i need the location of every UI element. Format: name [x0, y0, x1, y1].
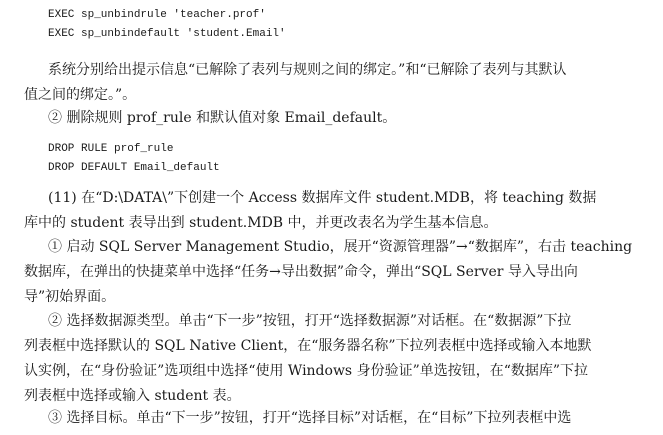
paragraph-unbind-result: [24, 58, 646, 108]
text-line: (11) 在“D:\DATA\”下创建一个 Access 数据库文件 student.MDB，将 teaching 数据: [48, 190, 597, 206]
text-line: ② 删除规则 prof_rule 和默认值对象 Email_default。: [48, 110, 397, 126]
code-block-drop: [48, 140, 220, 178]
paragraph-task-11: [24, 186, 646, 236]
code-block-unbind: [48, 6, 286, 44]
text-line: 列表框中选择或输入 student 表。: [24, 388, 241, 404]
text-line: ① 启动 SQL Server Management Studio，展开“资源管理器”→“数据库”，右击 teaching: [48, 239, 633, 255]
code-line: EXEC sp_unbindefault 'student.Email': [48, 28, 286, 40]
text-line: 系统分别给出提示信息“已解除了表列与规则之间的绑定。”和“已解除了表列与其默认: [48, 62, 567, 78]
code-line: DROP DEFAULT Email_default: [48, 162, 220, 174]
paragraph-step-drop: [24, 106, 646, 131]
paragraph-step-1: [24, 235, 646, 310]
text-line: 值之间的绑定。”。: [24, 87, 137, 103]
text-line: 库中的 student 表导出到 student.MDB 中，并更改表名为学生基本信息。: [24, 215, 498, 231]
code-line: DROP RULE prof_rule: [48, 143, 174, 155]
paragraph-step-2: [24, 309, 646, 409]
text-line: ② 选择数据源类型。单击“下一步”按钮，打开“选择数据源”对话框。在“数据源”下拉: [48, 313, 572, 329]
text-line: 数据库，在弹出的快捷菜单中选择“任务→导出数据”命令，弹出“SQL Server 导入导出向: [24, 264, 578, 280]
paragraph-step-3: [24, 406, 646, 431]
text-line: ③ 选择目标。单击“下一步”按钮，打开“选择目标”对话框，在“目标”下拉列表框中选: [48, 410, 572, 426]
text-line: 列表框中选择默认的 SQL Native Client，在“服务器名称”下拉列表框中选择或输入本地默: [24, 338, 592, 354]
code-line: EXEC sp_unbindrule 'teacher.prof': [48, 9, 266, 21]
text-line: 认实例，在“身份验证”选项组中选择“使用 Windows 身份验证”单选按钮，在“数据库”下拉: [24, 363, 589, 379]
text-line: 导”初始界面。: [24, 289, 116, 305]
